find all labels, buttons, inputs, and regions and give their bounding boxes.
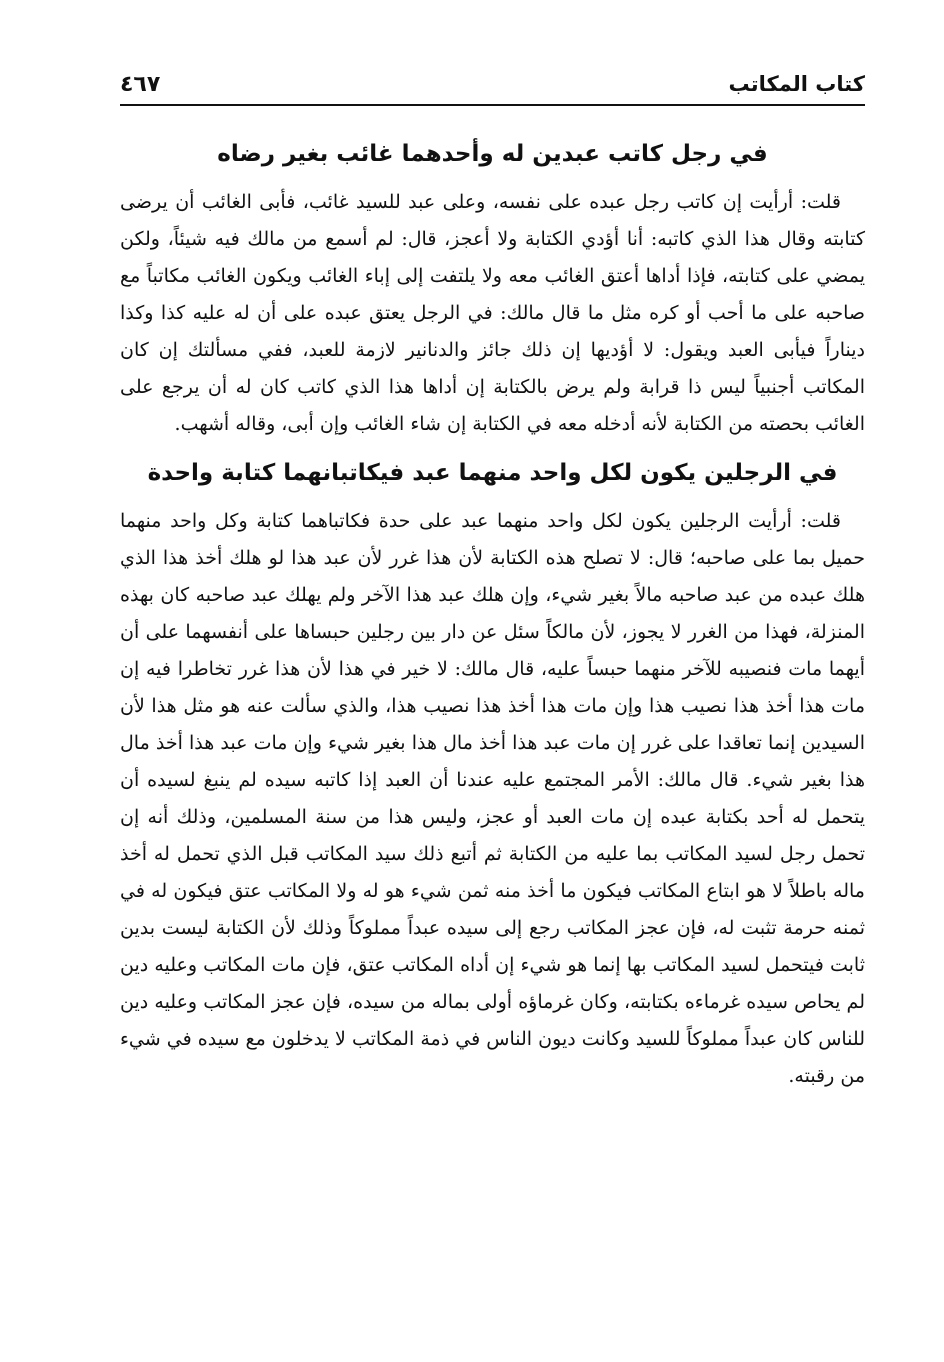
running-title: كتاب المكاتب xyxy=(728,72,865,96)
page-number: ٤٦٧ xyxy=(120,72,161,97)
section-heading: في رجل كاتب عبدين له وأحدهما غائب بغير رضاه xyxy=(217,141,768,167)
page-header xyxy=(120,68,865,104)
section-paragraph: قلت: أرأيت إن كاتب رجل عبده على نفسه، وعلى عبد للسيد غائب، فأبى الغائب أن يرضى كتابته وقال هذا الذي كاتبه: أنا أؤدي الكتابة ولا أعجز، قال: لم أسمع من مالك فيه شيئاً، ولكن يمضي على كتابته، فإذا أداها أعتق الغائب معه ولا يلتفت إلى إباء الغائب ويكون الغائب مكاتباً مع صاحبه على ما أحب أو كره مثل ما قال مالك: في الرجل يعتق عبده على أن له عليه كذا وكذا ديناراً فيأبى العبد ويقول: لا أؤديها إن ذلك جائز والدنانير لازمة للعبد، ففي مسألتك إن كان المكاتب أجنبياً ليس ذا قرابة ولم يرض بالكتابة إن أداها هذا الذي كاتب كان له أن يرجع على الغائب بحصته من الكتابة لأنه أدخله معه في الكتابة إن شاء الغائب وإن أبى، وقاله أشهب. xyxy=(120,191,865,435)
section-2 xyxy=(120,451,865,1095)
section-1 xyxy=(120,132,865,443)
section-heading: في الرجلين يكون لكل واحد منهما عبد فيكاتبانهما كتابة واحدة xyxy=(147,460,838,486)
header-divider xyxy=(120,104,865,106)
page-body xyxy=(120,132,865,1103)
section-paragraph: قلت: أرأيت الرجلين يكون لكل واحد منهما عبد على حدة فكاتباهما كتابة وكل واحد منهما حميل بما على صاحبه؛ قال: لا تصلح هذه الكتابة لأن هذا غرر لأن عبد هذا لو هلك أخذ هذا الذي هلك عبده من عبد صاحبه مالاً بغير شيء، وإن هلك عبد هذا الآخر ولم يهلك عبد صاحبه كان بهذه المنزلة، فهذا من الغرر لا يجوز، لأن مالكاً سئل عن دار بين رجلين حبساها على أنفسهما على أن أيهما مات فنصيبه للآخر منهما حبساً عليه، قال مالك: لا خير في هذا لأن هذا غرر تخاطرا فيه إن مات هذا أخذ هذا نصيب هذا وإن مات هذا أخذ هذا نصيب هذا، والذي سألت عنه هو مثل هذا لأن السيدين إنما تعاقدا على غرر إن مات عبد هذا أخذ مال هذا بغير شيء وإن مات عبد هذا أخذ مال هذا بغير شيء. قال مالك: الأمر المجتمع عليه عندنا أن العبد إذا كاتبه سيده لم ينبغ لسيده أن يتحمل له أحد بكتابة عبده إن مات العبد أو عجز، وليس هذا من سنة المسلمين، وذلك أنه إن تحمل رجل لسيد المكاتب بما عليه من الكتابة ثم أتبع ذلك سيد المكاتب قبل الذي تحمل له أخذ ماله باطلاً لا هو ابتاع المكاتب فيكون ما أخذ منه ثمن شيء هو له ولا المكاتب عتق فيكون له في ثمنه حرمة تثبت له، فإن عجز المكاتب رجع إلى سيده عبداً مملوكاً وذلك لأن الكتابة ليست بدين ثابت فيتحمل لسيد المكاتب بها إنما هو شيء إن أداه المكاتب عتق، فإن مات المكاتب وعليه دين لم يحاص سيده غرماءه بكتابته، وكان غرماؤه أولى بماله من سيده، فإن عجز المكاتب وعليه دين للناس كان عبداً مملوكاً للسيد وكانت ديون الناس في ذمة المكاتب لا يدخلون مع سيده في شيء من رقبته. xyxy=(120,510,865,1087)
